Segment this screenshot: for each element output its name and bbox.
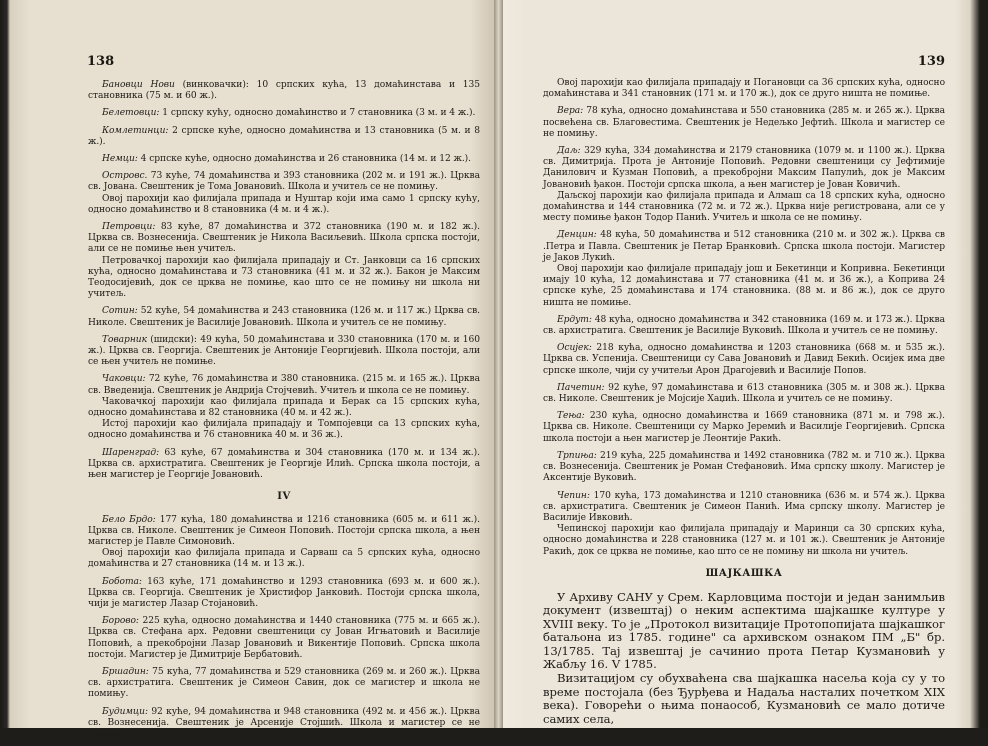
gazetteer-entry: [543, 491, 945, 558]
place-name: Белетовци:: [102, 108, 160, 119]
right-text-column: [543, 78, 945, 726]
entry-paragraph: [543, 491, 945, 525]
entry-paragraph: [543, 230, 945, 264]
entry-text: 177 кућа, 180 домаћинства и 1216 становника (605 м. и 611 ж.). Црква св. Николе. Свештеник је Симеон Поповић. Постоји српска школа, а њен магистер је Павле Симоновић.: [88, 514, 480, 547]
place-name: Островс.: [102, 171, 148, 182]
gazetteer-entry: [543, 146, 945, 224]
gazetteer-entry: [543, 230, 945, 308]
page-number: 139: [917, 54, 945, 69]
entry-text: 73 куће, 74 домаћинства и 393 становника (202 м. и 191 ж.). Црква св. Јована. Свештеник је Тома Јовановић. Школа и учитељ се не помињу.: [88, 171, 480, 193]
entry-paragraph: [88, 80, 480, 102]
entry-text: 225 кућа, односно домаћинства и 1440 становника (775 м. и 665 ж.). Црква св. Стефана арх. Редовни свештеници су Јован Игњатовић и Василије Поповић, а прекобројни Лазар Јовановић и Викентије Поповић. Српска школа постоји. Магистер је Димитрије Бербатовић.: [88, 616, 480, 660]
entry-subparagraph: Овој парохији као филијале припадају још и Бекетинци и Копривна. Бекетинци имају 10 кућа, 12 домаћинстава и 77 становника (41 м. и 36 ж.), а Коприва 24 српске куће, 25 домаћинстава и 174 становника. (88 м. и 86 ж.), док се друго ништа не помиње.: [543, 264, 945, 308]
entry-text: 230 кућа, односно домаћинства и 1669 становника (871 м. и 798 ж.). Црква св. Николе. Свештеници су Марко Јеремић и Василије Георгијевић. Српска школа постоји а њен магистер је Леонтије Ракић.: [543, 411, 945, 444]
entry-text: 48 кућа, односно домаћинства и 342 становника (169 м. и 173 ж.). Црква св. архистратига. Свештеник је Василије Вуковић. Школа и учитељ се не помињу.: [543, 314, 945, 337]
entry-text: 78 кућа, односно домаћинстава и 550 становника (285 м. и 265 ж.). Црква посвећена св. Благовестима. Свештеник је Недељко Јефтић. Школа и магистер се не помињу.: [543, 106, 945, 139]
entry-paragraph: [88, 335, 480, 369]
gazetteer-entry: [543, 411, 945, 445]
entry-text: 52 куће, 54 домаћинства и 243 становника (126 м. и 117 ж.) Црква св. Николе. Свештеник је Василије Јовановић. Школа и учитељ се не помињу.: [88, 306, 480, 328]
gazetteer-entry: [88, 306, 480, 328]
gazetteer-entry: [88, 448, 480, 482]
entry-paragraph: [543, 411, 945, 445]
gazetteer-entry: [88, 667, 480, 701]
body-paragraph: У Архиву САНУ у Срем. Карловцима постоји и један занимљив документ (извештај) о неким аспектима шајкашке културе у XVIII веку. То је „Протокол визитације Протопопијата шајкашког батаљона из 1785. године" са архивском ознаком ПМ „Б" бр. 13/1785. Тај извештај је сачинио прота Петар Кузмановић у Жабљу 16. V 1785.: [543, 589, 945, 671]
entry-text: 1 српску кућу, односно домаћинство и 7 становника (3 м. и 4 ж.).: [159, 108, 476, 119]
place-name: Вера:: [557, 106, 584, 117]
page-number: 138: [87, 54, 115, 69]
entry-text: Овој парохији као филијала припадају и Погановци са 36 српских кућа, односно домаћинстава и 341 становник (171 м. и 170 ж.), док се друго ништа не помиње.: [543, 78, 945, 100]
gazetteer-entry: [88, 154, 480, 165]
left-page: [10, 0, 494, 739]
entry-paragraph: [88, 374, 480, 396]
gazetteer-entry: [88, 616, 480, 661]
left-text-column: [88, 80, 480, 746]
gazetteer-entry: [88, 374, 480, 441]
place-name: Чепин:: [557, 490, 590, 501]
gazetteer-entry: [88, 80, 480, 102]
right-page: [503, 0, 973, 728]
gazetteer-entry: [543, 106, 945, 140]
place-name: Осијек:: [557, 343, 592, 354]
entry-paragraph: [543, 78, 945, 100]
place-name: Даљ:: [557, 146, 581, 157]
place-name: Пачетин:: [557, 382, 605, 393]
entry-text: 163 куће, 171 домаћинство и 1293 становника (693 м. и 600 ж.). Црква св. Георгија. Свештеник је Христифор Јанковић. Постоји српска школа, чији је магистер Лазар Стојановић.: [88, 576, 480, 609]
entry-text: 48 кућа, 50 домаћинства и 512 становника (210 м. и 302 ж.). Црква св .Петра и Павла. Свештеник је Петар Бранковић. Српска школа постоји. Магистер је Јаков Лукић.: [543, 230, 945, 263]
place-name: Бршадин:: [102, 666, 149, 677]
entry-paragraph: [543, 343, 945, 377]
entry-paragraph: [88, 616, 480, 661]
gazetteer-entry: [88, 222, 480, 300]
entry-paragraph: [88, 448, 480, 482]
entry-subparagraph: Истој парохији као филијала припадају и Томпојевци са 13 српских кућа, односно домаћинства и 76 становника 40 м. и 36 ж.).: [88, 419, 480, 441]
entry-text: 92 куће, 94 домаћинства и 948 становника (492 м. и 456 ж.). Црква св. Вознесенија. Свештеник је Арсеније Стојшић. Школа и магистер се не помињу.: [88, 706, 480, 739]
entry-paragraph: [543, 451, 945, 485]
entry-text: 83 куће, 87 домаћинства и 372 становника (190 м. и 182 ж.). Црква св. Вознесенија. Свештеник је Никола Васиљевић. Школа српска постоји, али се не помиње њен учитељ.: [88, 222, 480, 255]
entry-paragraph: [88, 171, 480, 193]
entry-text: 329 кућа, 334 домаћинства и 2179 становника (1079 м. и 1100 ж.). Црква св. Димитрија. Прота је Антоније Поповић. Редовни свештеници су Јефтимије Данилович и Кузман Поповић, а прекобројни Максим Папулић, док је Максим Јовановић ђакон. Постоји српска школа, а њен магистер је Јован Ковичић.: [543, 146, 945, 190]
gazetteer-entry: [88, 515, 480, 571]
place-name: Сотин:: [102, 306, 138, 317]
entry-subparagraph: Чепинској парохији као филијала припадају и Маринци са 30 српских кућа, односно домаћинства и 228 становника (127 м. и 101 ж.). Свештеник је Антоније Ракић, док се црква не помиње, као што се не помињу ни школа ни учитељ.: [543, 524, 945, 557]
entry-paragraph: [543, 383, 945, 405]
entry-paragraph: [543, 106, 945, 140]
entry-paragraph: [88, 707, 480, 741]
section-number: IV: [277, 491, 291, 503]
entry-text: 218 кућа, односно домаћинства и 1203 становника (668 м. и 535 ж.). Црква св. Успенија. Свештеници су Сава Јовановић и Давид Бекић. Осијек има две српске школе, чији су учитељи Арон Драгојевић и Василије Попов.: [543, 343, 945, 376]
place-name: Борово:: [102, 616, 139, 627]
entry-paragraph: [88, 108, 480, 119]
entry-paragraph: [88, 515, 480, 549]
entry-text: 2 српске куће, односно домаћинства и 13 становника (5 м. и 8 ж.).: [88, 125, 480, 147]
entry-paragraph: [88, 222, 480, 256]
place-name: Ердут:: [557, 314, 592, 325]
gazetteer-entry: [543, 315, 945, 337]
entry-text: 4 српске куће, односно домаћинства и 26 становника (14 м. и 12 ж.).: [137, 154, 472, 165]
body-text: [543, 591, 945, 726]
gazetteer-entry: [88, 126, 480, 148]
gazetteer-entry: [543, 343, 945, 377]
entry-text: 63 куће, 67 домаћинства и 304 становника (170 м. и 134 ж.). Црква св. архистратига. Свештеник је Георгије Илић. Српска школа постоји, а њен магистер је Георгије Јовановић.: [88, 447, 480, 481]
entry-paragraph: [88, 154, 480, 165]
place-name: Трпиња:: [557, 450, 597, 461]
gazetteer-entry: [543, 451, 945, 485]
entry-paragraph: [88, 577, 480, 611]
place-name: Комлетинци:: [102, 125, 169, 136]
entry-paragraph: [88, 126, 480, 148]
entry-text: 92 куће, 97 домаћинстава и 613 становника (305 м. и 308 ж.). Црква св. Николе. Свештеник је Мојсије Хаџић. Школа и учитељ се не помињу.: [543, 382, 945, 405]
place-name: Бобота:: [102, 576, 142, 587]
book-gutter: [494, 0, 503, 728]
entry-text: 219 кућа, 225 домаћинства и 1492 становника (782 м. и 710 ж.). Црква св. Вознесенија. Свештеник је Роман Стефановић. Има српску школу. Магистер је Аксентије Вуковић.: [543, 450, 945, 484]
place-name: Будимци:: [102, 706, 148, 717]
place-name: Денцин:: [557, 230, 597, 241]
entry-text: 75 кућа, 77 домаћинства и 529 становника (269 м. и 260 ж.). Црква св. архистратига. Свештеник је Симеон Савин, док се магистер и школа не помињу.: [88, 666, 480, 700]
section-title: ШАЈКАШКА: [705, 567, 783, 579]
gazetteer-entry: [88, 707, 480, 741]
entry-paragraph: [543, 315, 945, 337]
entry-paragraph: [88, 667, 480, 701]
place-name: Товарник: [102, 334, 147, 345]
gazetteer-entry: [543, 383, 945, 405]
place-name: Чаковци:: [102, 374, 146, 385]
entry-text: (винковачки): 10 српских кућа, 13 домаћинстава и 135 становника (75 м. и 60 ж.).: [88, 80, 480, 102]
entry-paragraph: [88, 306, 480, 328]
place-name: Бело Брдо:: [102, 514, 156, 525]
entry-text: (шидски): 49 кућа, 50 домаћинстава и 330 становника (170 м. и 160 ж.). Црква св. Георгија. Свештеник је Антоније Георгијевић. Школа постоји, али се њен учитељ не помиње.: [88, 334, 480, 368]
gazetteer-entry: [88, 335, 480, 369]
gazetteer-entry: [88, 171, 480, 216]
gazetteer-entry: [88, 108, 480, 119]
entry-subparagraph: Чаковачкој парохији као филијала припада и Берак са 15 српских кућа, односно домаћинстава и 82 становника (40 м. и 42 ж.).: [88, 396, 480, 419]
place-name: Шаренград:: [102, 447, 160, 458]
entry-text: 170 кућа, 173 домаћинства и 1210 становника (636 м. и 574 ж.). Црква св. архистратига. Свештеник је Симеон Панић. Има српску школу. Магистер је Василије Ивковић.: [543, 490, 945, 523]
entry-subparagraph: Петровачкој парохији као филијала припадају и Ст. Јанковци са 16 српских кућа, односно домаћинстава и 73 становника (41 м. и 32 ж.). Бакон је Максим Теодосијевић, док се црква не помиње, као што се не помињу ни школа ни учитељ.: [88, 255, 480, 300]
entry-subparagraph: Даљској парохији као филијала припада и Алмаш са 18 српских кућа, односно домаћинства и 144 становника (72 м. и 72 ж.). Црква није регистрована, али се у месту помиње ђакон Тодор Панић. Учитељ и школа се не помињу.: [543, 190, 945, 224]
entry-text: 72 куће, 76 домаћинства и 380 становника. (215 м. и 165 ж.). Црква св. Введенија. Свештеник је Андрија Стојчевић. Учитељ и школа се не помињу.: [88, 374, 480, 396]
entry-subparagraph: Овој парохији као филијала припада и Нуштар који има само 1 српску кућу, односно домаћинство и 8 становника (4 м. и 4 ж.).: [88, 193, 480, 215]
gazetteer-entry: [88, 577, 480, 611]
entry-subparagraph: Овој парохији као филијала припада и Сарваш са 5 српских кућа, односно домаћинства и 27 становника (14 м. и 13 ж.).: [88, 548, 480, 570]
gazetteer-entry: [543, 78, 945, 100]
entry-paragraph: [543, 146, 945, 191]
place-name: Немци:: [102, 154, 138, 165]
place-name: Петровци:: [102, 222, 156, 233]
body-paragraph: Визитацијом су обухваћена сва шајкашка насеља која су у то време постојала (без Ђурђева и Надаља насталих почетком XIX века). Говорећи о њима понаособ, Кузмановић се мало дотиче самих села,: [543, 671, 945, 726]
place-name: Бановци Нови: [102, 80, 175, 90]
place-name: Тења:: [557, 411, 585, 422]
